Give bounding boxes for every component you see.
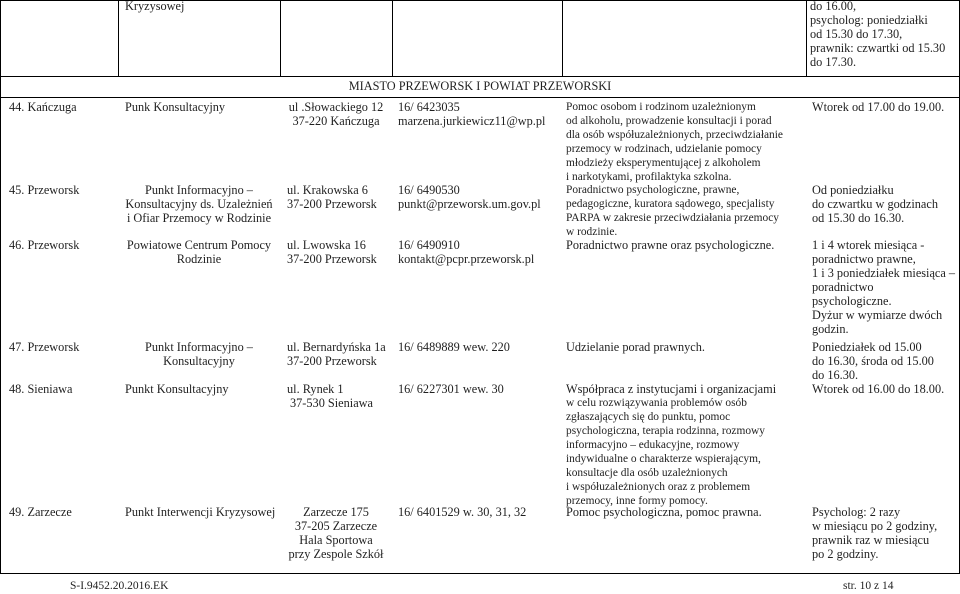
- row48-services-2: w celu rozwiązywania problemów osób: [566, 397, 747, 409]
- row47-phone: 16/ 6489889 wew. 220: [398, 340, 510, 354]
- row48-services-3: zgłaszających się do punktu, pomoc: [566, 411, 731, 423]
- row44-phone: 16/ 6423035: [398, 100, 460, 114]
- row46-address-1: ul. Lwowska 16: [287, 238, 366, 252]
- row48-services-9: przemocy, inne formy pomocy.: [566, 495, 708, 507]
- row46-hours-3: 1 i 3 poniedziałek miesiąca –: [812, 266, 956, 280]
- row48-name: Punkt Konsultacyjny: [125, 382, 229, 396]
- row45-name-1: Punkt Informacyjno –: [145, 183, 253, 197]
- row47-name-2: Konsultacyjny: [163, 354, 235, 368]
- row49-address-1: Zarzecze 175: [303, 505, 369, 519]
- row46-hours-6: Dyżur w wymiarze dwóch: [812, 308, 943, 322]
- row48-services-8: i współuzależnionych oraz z problemem: [566, 481, 751, 493]
- row46-phone: 16/ 6490910: [398, 238, 460, 252]
- row47-services: Udzielanie porad prawnych.: [566, 340, 705, 354]
- row49-hours-3: prawnik raz w miesiącu: [812, 533, 930, 547]
- row46-hours-1: 1 i 4 wtorek miesiąca -: [812, 238, 925, 252]
- row47-hours-2: do 16.30, środa od 15.00: [812, 354, 934, 368]
- row44-services-2: od alkoholu, prowadzenie konsultacji i porad: [566, 115, 772, 127]
- row44-address-2: 37-220 Kańczuga: [292, 114, 380, 128]
- row45-services-3: PARPA w zakresie przeciwdziałania przemocy: [566, 212, 779, 224]
- prev-row-hours-line-3: od 15.30 do 17.30,: [810, 27, 903, 41]
- prev-row-hours-line-2: psycholog: poniedziałki: [810, 13, 928, 27]
- column-divider-1: [118, 0, 119, 76]
- column-divider-2: [280, 0, 281, 76]
- column-divider-4: [562, 0, 563, 76]
- row46-hours-7: godzin.: [812, 322, 849, 336]
- row48-services-5: informacyjno – edukacyjne, rozmowy: [566, 439, 740, 451]
- row46-services: Poradnictwo prawne oraz psychologiczne.: [566, 238, 775, 252]
- footer-document-id: S-I.9452.20.2016.EK: [70, 580, 169, 592]
- row45-name-2: Konsultacyjny ds. Uzależnień: [125, 197, 273, 211]
- row44-services-3: dla osób współuzależnionych, przeciwdziałanie: [566, 129, 783, 141]
- row44-services-1: Pomoc osobom i rodzinom uzależnionym: [566, 101, 756, 113]
- row48-services-4: psychologiczna, terapia rodzinna, rozmowy: [566, 425, 765, 437]
- prev-row-name-tail: Kryzysowej: [125, 0, 185, 13]
- row45-no-place: 45. Przeworsk: [9, 183, 80, 197]
- row45-hours-2: do czwartku w godzinach: [812, 197, 938, 211]
- row48-services-1: Współpraca z instytucjami i organizacjami: [566, 382, 777, 396]
- row44-no-place: 44. Kańczuga: [9, 100, 77, 114]
- row46-address-2: 37-200 Przeworsk: [287, 252, 377, 266]
- row46-email: kontakt@pcpr.przeworsk.pl: [398, 252, 535, 266]
- row46-hours-2: poradnictwo prawne,: [812, 252, 916, 266]
- row49-address-4: przy Zespole Szkół: [288, 547, 384, 561]
- row49-hours-4: po 2 godziny.: [812, 547, 879, 561]
- prev-row-hours-line-1: do 16.00,: [810, 0, 857, 13]
- row48-address-2: 37-530 Sieniawa: [290, 396, 373, 410]
- footer-page-number: str. 10 z 14: [843, 580, 894, 592]
- prev-row-hours-line-5: do 17.30.: [810, 55, 857, 69]
- row46-name-2: Rodzinie: [176, 252, 222, 266]
- row48-hours: Wtorek od 16.00 do 18.00.: [812, 382, 945, 396]
- row46-hours-4: poradnictwo: [812, 280, 874, 294]
- row44-hours: Wtorek od 17.00 do 19.00.: [812, 100, 945, 114]
- row47-address-2: 37-200 Przeworsk: [287, 354, 377, 368]
- row47-hours-3: do 16.30.: [812, 368, 859, 382]
- row49-address-2: 37-205 Zarzecze: [294, 519, 378, 533]
- row49-hours-2: w miesiącu po 2 godziny,: [812, 519, 938, 533]
- row44-services-5: młodzieży eksperymentującej z alkoholem: [566, 157, 761, 169]
- row48-address-1: ul. Rynek 1: [287, 382, 344, 396]
- row45-hours-1: Od poniedziałku: [812, 183, 894, 197]
- row44-services-4: przemocy w rodzinach, udzielanie pomocy: [566, 143, 762, 155]
- column-divider-5: [806, 0, 807, 76]
- row49-no-place: 49. Zarzecze: [9, 505, 72, 519]
- row45-address-1: ul. Krakowska 6: [287, 183, 368, 197]
- row45-services-1: Poradnictwo psychologiczne, prawne,: [566, 184, 740, 196]
- row49-address-3: Hala Sportowa: [299, 533, 373, 547]
- prev-row-hours-line-4: prawnik: czwartki od 15.30: [810, 41, 946, 55]
- row47-hours-1: Poniedziałek od 15.00: [812, 340, 922, 354]
- row45-phone: 16/ 6490530: [398, 183, 460, 197]
- section-header-border-top: [0, 76, 960, 77]
- row45-email: punkt@przeworsk.um.gov.pl: [398, 197, 541, 211]
- row48-services-6: indywidualne o charakterze wspierającym,: [566, 453, 761, 465]
- row44-name: Punk Konsultacyjny: [125, 100, 226, 114]
- row46-name-1: Powiatowe Centrum Pomocy: [126, 238, 272, 252]
- row45-name-3: i Ofiar Przemocy w Rodzinie: [126, 211, 272, 225]
- table-border-bottom: [0, 573, 960, 574]
- row45-address-2: 37-200 Przeworsk: [287, 197, 377, 211]
- row48-no-place: 48. Sieniawa: [9, 382, 73, 396]
- row46-hours-5: psychologiczne.: [812, 294, 892, 308]
- row49-phone: 16/ 6401529 w. 30, 31, 32: [398, 505, 527, 519]
- row46-no-place: 46. Przeworsk: [9, 238, 80, 252]
- row45-services-4: w rodzinie.: [566, 226, 618, 238]
- section-title: MIASTO PRZEWORSK I POWIAT PRZEWORSKI: [348, 79, 612, 93]
- row49-hours-1: Psycholog: 2 razy: [812, 505, 901, 519]
- row47-address-1: ul. Bernardyńska 1a: [287, 340, 386, 354]
- section-header-border-bottom: [0, 97, 960, 98]
- row47-no-place: 47. Przeworsk: [9, 340, 80, 354]
- row48-services-7: konsultacje dla osób uzależnionych: [566, 467, 728, 479]
- row45-services-2: pedagogiczne, kuratora sądowego, specjalisty: [566, 198, 775, 210]
- row48-phone: 16/ 6227301 wew. 30: [398, 382, 504, 396]
- row44-services-6: i narkotykami, profilaktyka szkolna.: [566, 171, 732, 183]
- row49-name: Punkt Interwencji Kryzysowej: [125, 505, 276, 519]
- row47-name-1: Punkt Informacyjno –: [145, 340, 253, 354]
- row44-address-1: ul .Słowackiego 12: [288, 100, 384, 114]
- row49-services: Pomoc psychologiczna, pomoc prawna.: [566, 505, 762, 519]
- column-divider-3: [392, 0, 393, 76]
- row44-email: marzena.jurkiewicz11@wp.pl: [398, 114, 546, 128]
- row45-hours-3: od 15.30 do 16.30.: [812, 211, 905, 225]
